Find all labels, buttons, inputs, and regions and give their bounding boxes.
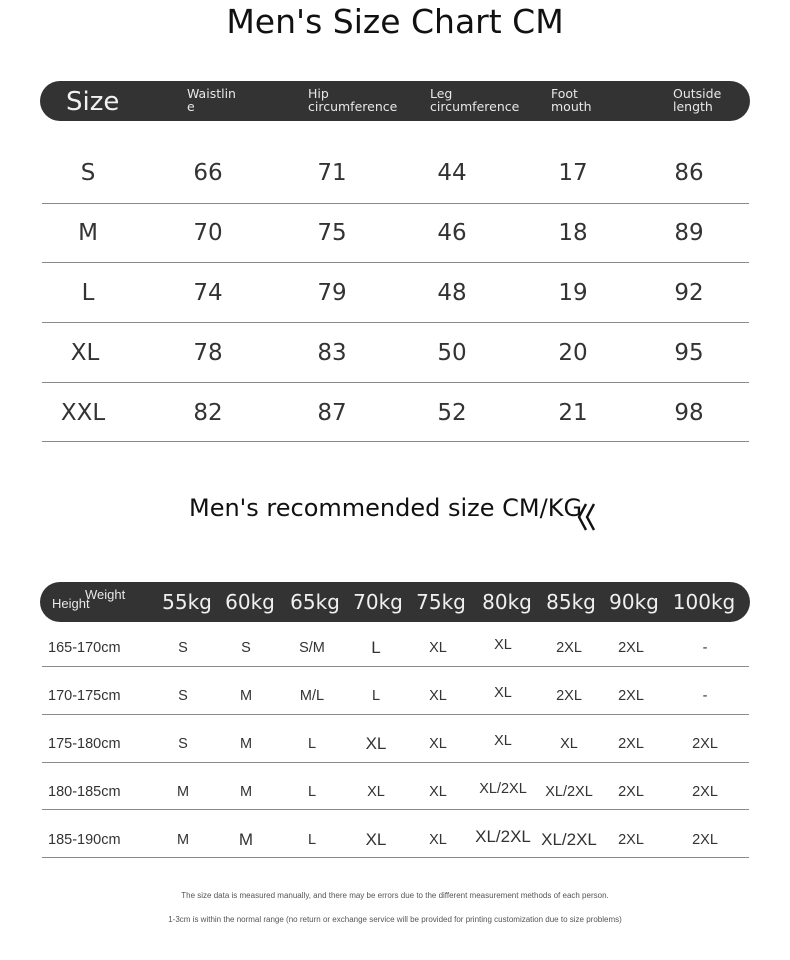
- weight-header-cell: 100kg: [672, 590, 736, 614]
- recommended-size-cell: XL: [429, 784, 447, 800]
- recommended-size-cell: -: [702, 688, 708, 704]
- recommended-size-cell: M: [238, 830, 254, 849]
- recommended-size-cell: 2XL: [618, 688, 644, 704]
- size-value-cell: 70: [193, 220, 223, 246]
- recommended-size-cell: 2XL: [618, 640, 644, 656]
- header-line1: Foot: [551, 86, 578, 101]
- recommended-size-cell: L: [371, 688, 381, 704]
- size-value-cell: 71: [317, 160, 347, 186]
- size-value-cell: 44: [437, 160, 467, 186]
- row-divider: [42, 809, 749, 810]
- size-value-cell: 50: [437, 340, 467, 366]
- recommended-size-cell: XL: [365, 734, 387, 753]
- recommended-size-cell: XL/2XL: [541, 830, 597, 849]
- recommended-size-cell: XL: [365, 830, 387, 849]
- recommended-size-cell: XL: [560, 736, 578, 752]
- row-divider: [42, 762, 749, 763]
- header-line1: Waistlin: [187, 86, 236, 101]
- size-value-cell: 21: [558, 400, 588, 426]
- size-value-cell: 20: [558, 340, 588, 366]
- recommended-size-cell: L: [307, 784, 317, 800]
- height-corner-label: Height: [52, 596, 90, 611]
- recommended-size-cell: 2XL: [556, 640, 582, 656]
- size-value-cell: 78: [193, 340, 223, 366]
- size-value-cell: 82: [193, 400, 223, 426]
- weight-header-cell: 90kg: [609, 590, 659, 614]
- size-value-cell: 74: [193, 280, 223, 306]
- weight-header-cell: 65kg: [290, 590, 340, 614]
- recommended-size-cell: S: [178, 736, 188, 752]
- recommended-size-cell: S: [178, 688, 188, 704]
- height-label: 180-185cm: [48, 784, 121, 800]
- size-label: M: [78, 220, 98, 246]
- recommended-size-cell: 2XL: [692, 736, 718, 752]
- recommended-size-cell: M: [239, 736, 253, 752]
- recommended-size-cell: XL/2XL: [545, 784, 593, 800]
- recommended-size-cell: L: [307, 832, 317, 848]
- footnote-measurement: The size data is measured manually, and there may be errors due to the different measurement methods of each person.: [181, 891, 609, 900]
- recommended-size-cell: L: [307, 736, 317, 752]
- weight-header-cell: 60kg: [225, 590, 275, 614]
- recommended-size-cell: XL: [429, 736, 447, 752]
- recommended-size-cell: -: [702, 640, 708, 656]
- double-chevron-left-icon: [576, 502, 598, 532]
- size-label: S: [80, 160, 96, 186]
- row-divider: [42, 857, 749, 858]
- size-value-cell: 66: [193, 160, 223, 186]
- recommended-size-cell: S: [178, 640, 188, 656]
- size-value-cell: 18: [558, 220, 588, 246]
- size-label: XL: [70, 340, 100, 366]
- size-value-cell: 48: [437, 280, 467, 306]
- row-divider: [42, 441, 749, 442]
- recommended-size-cell: 2XL: [556, 688, 582, 704]
- recommended-size-cell: XL: [429, 832, 447, 848]
- recommended-size-cell: S: [241, 640, 251, 656]
- weight-header-cell: 80kg: [482, 590, 532, 614]
- footnote-tolerance: 1-3cm is within the normal range (no return or exchange service will be provided for printing customization due to size problems): [168, 915, 622, 924]
- recommended-size-cell: M: [239, 784, 253, 800]
- recommended-size-cell: 2XL: [618, 784, 644, 800]
- weight-header-cell: 70kg: [353, 590, 403, 614]
- size-value-cell: 89: [674, 220, 704, 246]
- size-value-cell: 95: [674, 340, 704, 366]
- recommended-size-cell: XL: [494, 685, 512, 701]
- size-header-col-2: [430, 86, 520, 114]
- row-divider: [42, 262, 749, 263]
- page-title: Men's Size Chart CM: [226, 2, 564, 41]
- size-value-cell: 17: [558, 160, 588, 186]
- recommended-size-cell: 2XL: [618, 832, 644, 848]
- size-label: L: [81, 280, 95, 306]
- recommended-size-cell: M: [239, 688, 253, 704]
- row-divider: [42, 714, 749, 715]
- recommended-size-cell: XL/2XL: [479, 781, 527, 797]
- row-divider: [42, 322, 749, 323]
- size-value-cell: 79: [317, 280, 347, 306]
- size-value-cell: 87: [317, 400, 347, 426]
- height-label: 175-180cm: [48, 736, 121, 752]
- height-label: 165-170cm: [48, 640, 121, 656]
- header-line2: mouth: [551, 99, 592, 114]
- size-value-cell: 83: [317, 340, 347, 366]
- weight-header-cell: 75kg: [416, 590, 466, 614]
- size-value-cell: 86: [674, 160, 704, 186]
- size-value-cell: 98: [674, 400, 704, 426]
- size-header-col-0: [187, 87, 267, 113]
- size-value-cell: 52: [437, 400, 467, 426]
- header-line1: Outside: [673, 86, 722, 101]
- recommended-title: Men's recommended size CM/KG: [189, 494, 583, 522]
- size-value-cell: 92: [674, 280, 704, 306]
- size-value-cell: 46: [437, 220, 467, 246]
- recommended-size-cell: M/L: [299, 688, 325, 704]
- weight-header-cell: 85kg: [546, 590, 596, 614]
- recommended-size-cell: XL: [494, 637, 512, 653]
- row-divider: [42, 203, 749, 204]
- weight-corner-label: Weight: [85, 587, 126, 602]
- header-line1: Hip: [308, 86, 329, 101]
- height-label: 170-175cm: [48, 688, 121, 704]
- header-line2: circumference: [308, 99, 398, 114]
- size-label: XXL: [60, 400, 106, 426]
- header-line1: Leg: [430, 86, 453, 101]
- recommended-size-cell: 2XL: [692, 832, 718, 848]
- weight-header-cell: 55kg: [162, 590, 212, 614]
- recommended-size-cell: M: [176, 784, 190, 800]
- recommended-size-cell: XL: [494, 733, 512, 749]
- recommended-size-cell: XL: [429, 640, 447, 656]
- header-line2: e: [187, 99, 195, 114]
- size-header-col-3: [551, 87, 631, 113]
- recommended-size-cell: XL/2XL: [475, 827, 531, 846]
- recommended-size-cell: 2XL: [618, 736, 644, 752]
- recommended-size-cell: M: [176, 832, 190, 848]
- size-value-cell: 75: [317, 220, 347, 246]
- size-header-col-1: [308, 86, 398, 114]
- recommended-size-cell: XL: [367, 784, 385, 800]
- size-header-col-4: [673, 87, 753, 113]
- header-line2: circumference: [430, 99, 520, 114]
- row-divider: [42, 666, 749, 667]
- size-column-header: Size: [66, 87, 120, 117]
- header-line2: length: [673, 99, 713, 114]
- recommended-size-cell: XL: [429, 688, 447, 704]
- height-label: 185-190cm: [48, 832, 121, 848]
- recommended-size-cell: S/M: [299, 640, 325, 656]
- recommended-size-cell: 2XL: [692, 784, 718, 800]
- row-divider: [42, 382, 749, 383]
- size-value-cell: 19: [558, 280, 588, 306]
- recommended-size-cell: L: [371, 638, 381, 657]
